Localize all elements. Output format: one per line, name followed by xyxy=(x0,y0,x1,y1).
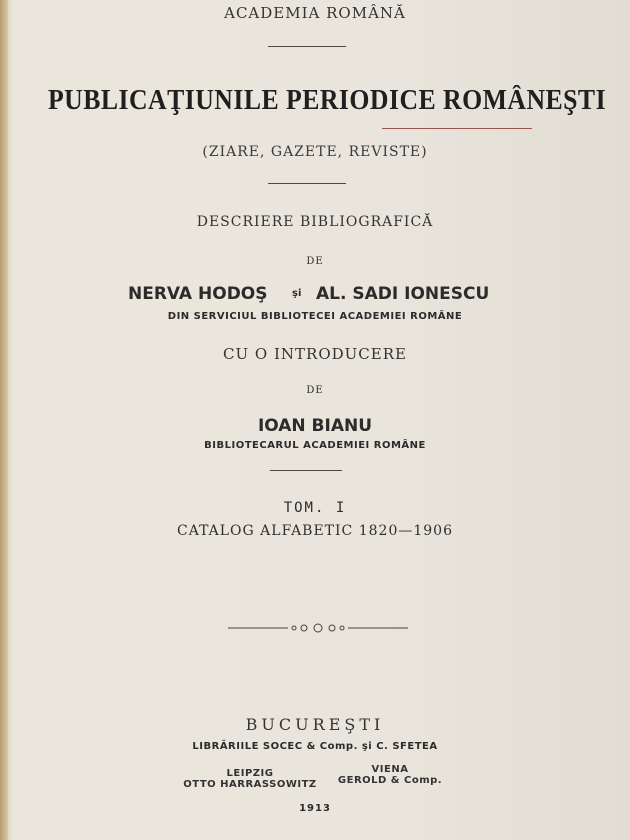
author-second: AL. SADI IONESCU xyxy=(316,284,490,304)
authors-role: DIN SERVICIUL BIBLIOTECEI ACADEMIEI ROMÂNE xyxy=(167,311,463,322)
viena-publisher: GEROLD & Comp. xyxy=(337,775,443,786)
ornament-icon xyxy=(228,620,408,636)
catalog-label: CATALOG ALFABETIC 1820—1906 xyxy=(177,523,453,539)
author-conjunction: şi xyxy=(292,288,302,299)
leipzig-publisher: OTTO HARRASSOWITZ xyxy=(183,779,317,790)
imprint-city: BUCUREŞTI xyxy=(245,715,385,734)
intro-author: IOAN BIANU xyxy=(257,416,373,436)
imprint-year: 1913 xyxy=(299,803,331,814)
description: DESCRIERE BIBLIOGRAFICĂ xyxy=(196,214,434,230)
divider-rule xyxy=(270,470,342,471)
red-underline xyxy=(382,128,532,129)
book-title: PUBLICAŢIUNILE PERIODICE ROMÂNEŞTI xyxy=(47,85,607,116)
leipzig-city: LEIPZIG xyxy=(226,768,274,779)
divider-rule xyxy=(268,183,346,184)
imprint-booksellers: LIBRĂRIILE SOCEC & Comp. şi C. SFETEA xyxy=(192,741,438,752)
viena-city: VIENA xyxy=(371,764,409,775)
volume-label: TOM. I xyxy=(283,500,347,516)
author-first: NERVA HODOŞ xyxy=(128,284,268,304)
viena-block xyxy=(320,764,460,786)
book-subtitle: (ZIARE, GAZETE, REVISTE) xyxy=(202,144,428,160)
academy-header: ACADEMIA ROMÂNĂ xyxy=(224,4,406,22)
by-label: DE xyxy=(306,385,324,396)
divider-rule xyxy=(268,46,346,47)
introduction-label: CU O INTRODUCERE xyxy=(223,345,407,363)
intro-author-role: BIBLIOTECARUL ACADEMIEI ROMÂNE xyxy=(204,440,426,451)
by-label: DE xyxy=(306,256,324,267)
